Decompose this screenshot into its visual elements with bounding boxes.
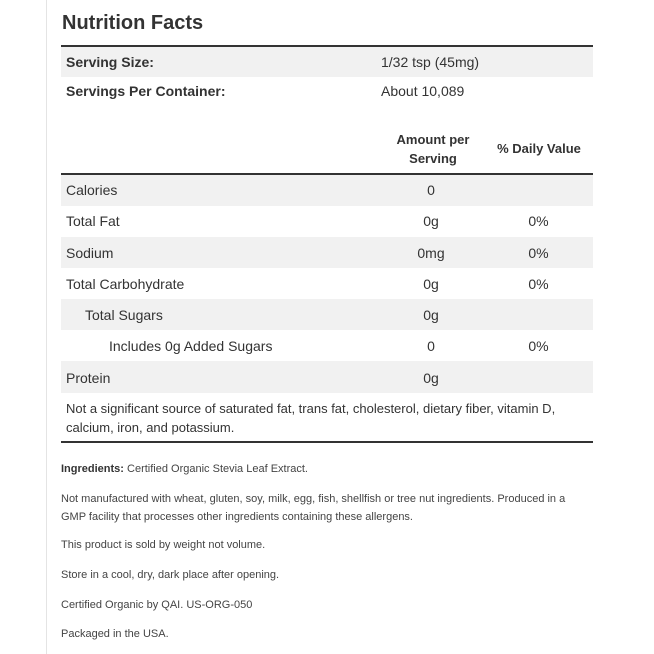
nutrient-amount: 0g [423,307,439,323]
nutrient-row-calories [61,175,593,206]
nutrient-daily-value: 0% [528,276,549,292]
nutrient-amount: 0 [427,182,435,198]
nutrient-row-total-sugars [61,299,593,330]
weight-note: This product is sold by weight not volume. [61,539,266,551]
amount-header-line2: Serving [409,151,457,166]
nutrient-daily-value: 0% [528,338,549,354]
serving-size-label: Serving Size: [66,54,154,70]
ingredients-text: Certified Organic Stevia Leaf Extract. [127,463,308,475]
servings-per-container-row [61,77,593,107]
allergen-note: Not manufactured with wheat, gluten, soy, milk, egg, fish, shellfish or tree nut ingredients. Produced in a GMP facility that processes other ingredients containing these allergens. [61,493,566,523]
serving-size-row [61,47,593,77]
certification-note: Certified Organic by QAI. US-ORG-050 [61,599,253,611]
nutrient-row-total-fat [61,206,593,237]
daily-value-header: % Daily Value [497,141,581,156]
servings-per-container-value: About 10,089 [381,83,465,99]
nutrient-name: Includes 0g Added Sugars [109,338,273,354]
nutrient-amount: 0mg [417,245,445,261]
nutrient-daily-value: 0% [528,245,549,261]
amount-header-line1: Amount per [396,132,470,147]
footnote-divider [61,441,593,443]
storage-note: Store in a cool, dry, dark place after opening. [61,569,280,581]
amount-per-serving-header [391,130,475,168]
ingredients-line [61,461,591,479]
nutrient-name: Total Carbohydrate [66,276,185,292]
origin-note: Packaged in the USA. [61,628,169,640]
servings-per-container-label: Servings Per Container: [66,83,226,99]
nutrient-amount: 0g [423,276,439,292]
page-left-border [46,0,47,654]
nutrient-row-sodium [61,237,593,268]
nutrition-footnote: Not a significant source of saturated fat, trans fat, cholesterol, dietary fiber, vitamin D, calcium, iron, and potassium. [66,401,556,435]
serving-size-value: 1/32 tsp (45mg) [381,54,480,70]
nutrition-facts-title: Nutrition Facts [62,12,204,34]
nutrient-name: Total Sugars [85,307,163,323]
nutrient-row-protein [61,361,593,393]
nutrient-amount: 0g [423,213,439,229]
nutrient-name: Protein [66,370,111,386]
nutrient-row-total-carbohydrate [61,268,593,299]
nutrient-amount: 0 [427,338,435,354]
ingredients-label: Ingredients: [61,463,124,475]
nutrient-row-added-sugars [61,330,593,361]
nutrient-amount: 0g [423,370,439,386]
nutrient-name: Calories [66,182,118,198]
nutrient-name: Sodium [66,245,114,261]
nutrient-name: Total Fat [66,213,120,229]
nutrient-daily-value: 0% [528,213,549,229]
